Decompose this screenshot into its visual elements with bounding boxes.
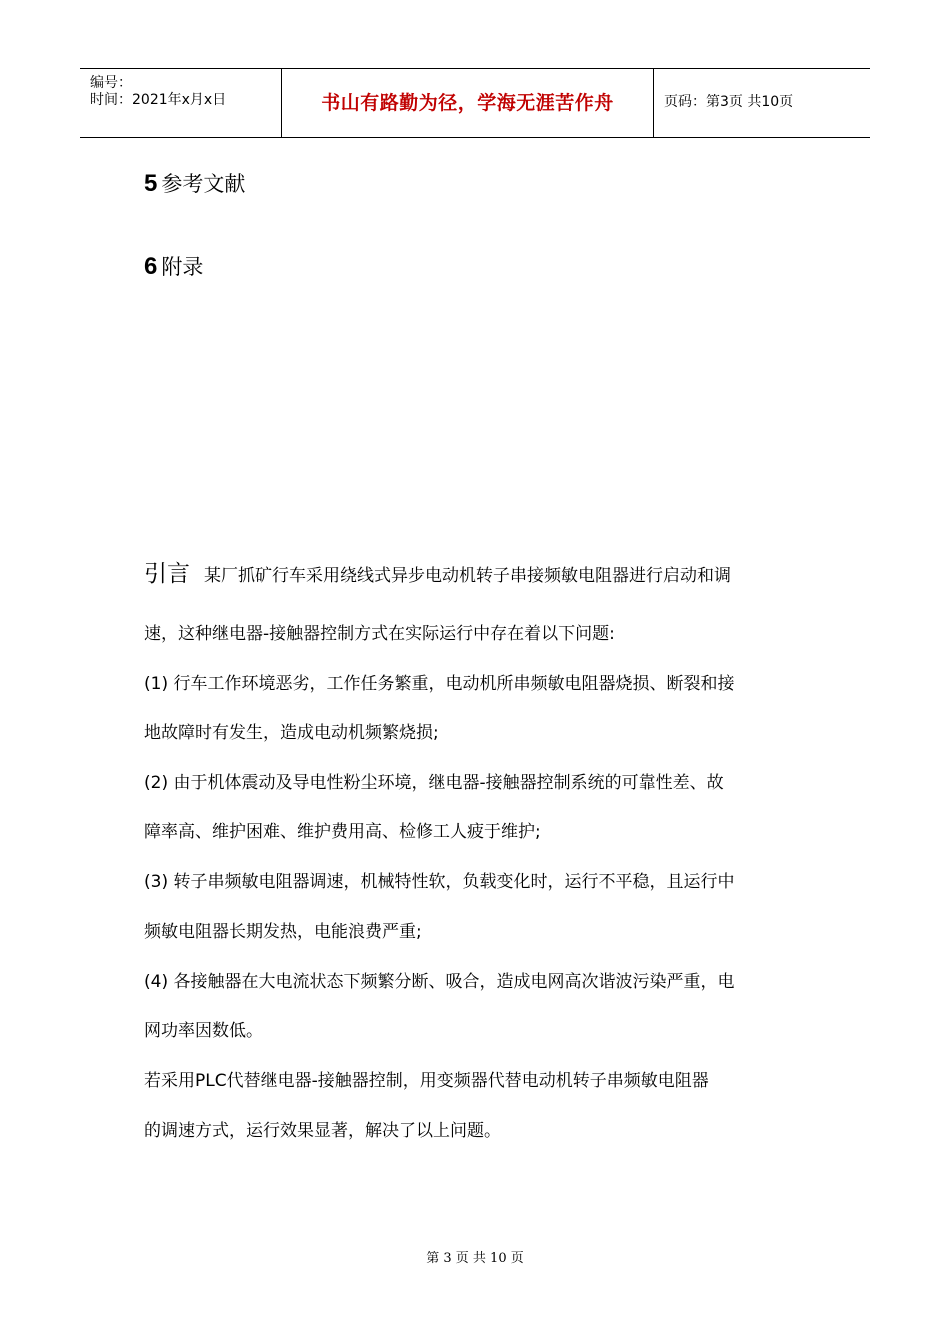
header-motto: 书山有路勤为径，学海无涯苦作舟 — [321, 92, 614, 114]
document-number-label: 编号： — [90, 75, 132, 91]
section-title: 附录 — [161, 255, 204, 279]
intro-paragraph-line: 地故障时有发生，造成电动机频繁烧损; — [144, 723, 439, 743]
intro-paragraph-line: 速，这种继电器-接触器控制方式在实际运行中存在着以下问题: — [144, 624, 615, 644]
header-page-cell — [654, 69, 870, 137]
document-date-label: 时间：2021年x月x日 — [90, 92, 227, 108]
intro-paragraph-line: (4) 各接触器在大电流状态下频繁分断、吸合，造成电网高次谐波污染严重，电 — [144, 972, 735, 992]
intro-paragraph-line: (3) 转子串频敏电阻器调速，机械特性软，负载变化时，运行不平稳，且运行中 — [144, 872, 735, 892]
page-header — [80, 68, 870, 138]
intro-text: 某厂抓矿行车采用绕线式异步电动机转子串接频敏电阻器进行启动和调 — [204, 566, 731, 586]
header-page-code: 页码：第3页 共10页 — [664, 94, 794, 110]
section-title: 参考文献 — [161, 172, 246, 196]
intro-paragraph-line: 障率高、维护困难、维护费用高、检修工人疲于维护; — [144, 822, 541, 842]
section-number: 5 — [144, 170, 158, 197]
page-footer: 第 3 页 共 10 页 — [426, 1251, 524, 1266]
header-motto-cell — [282, 69, 654, 137]
intro-heading: 引言 — [144, 561, 190, 587]
section-heading-appendix — [144, 251, 203, 281]
intro-paragraph-line: 网功率因数低。 — [144, 1021, 263, 1041]
intro-paragraph-line: 的调速方式，运行效果显著，解决了以上问题。 — [144, 1121, 501, 1141]
section-number: 6 — [144, 253, 158, 280]
intro-paragraph-line — [144, 561, 731, 587]
section-heading-references — [144, 168, 245, 198]
header-info-cell — [80, 69, 282, 137]
intro-paragraph-line: (2) 由于机体震动及导电性粉尘环境，继电器-接触器控制系统的可靠性差、故 — [144, 773, 724, 793]
intro-paragraph-line: (1) 行车工作环境恶劣，工作任务繁重，电动机所串频敏电阻器烧损、断裂和接 — [144, 674, 735, 694]
intro-paragraph-line: 若采用PLC代替继电器-接触器控制，用变频器代替电动机转子串频敏电阻器 — [144, 1071, 709, 1091]
intro-paragraph-line: 频敏电阻器长期发热，电能浪费严重; — [144, 922, 422, 942]
